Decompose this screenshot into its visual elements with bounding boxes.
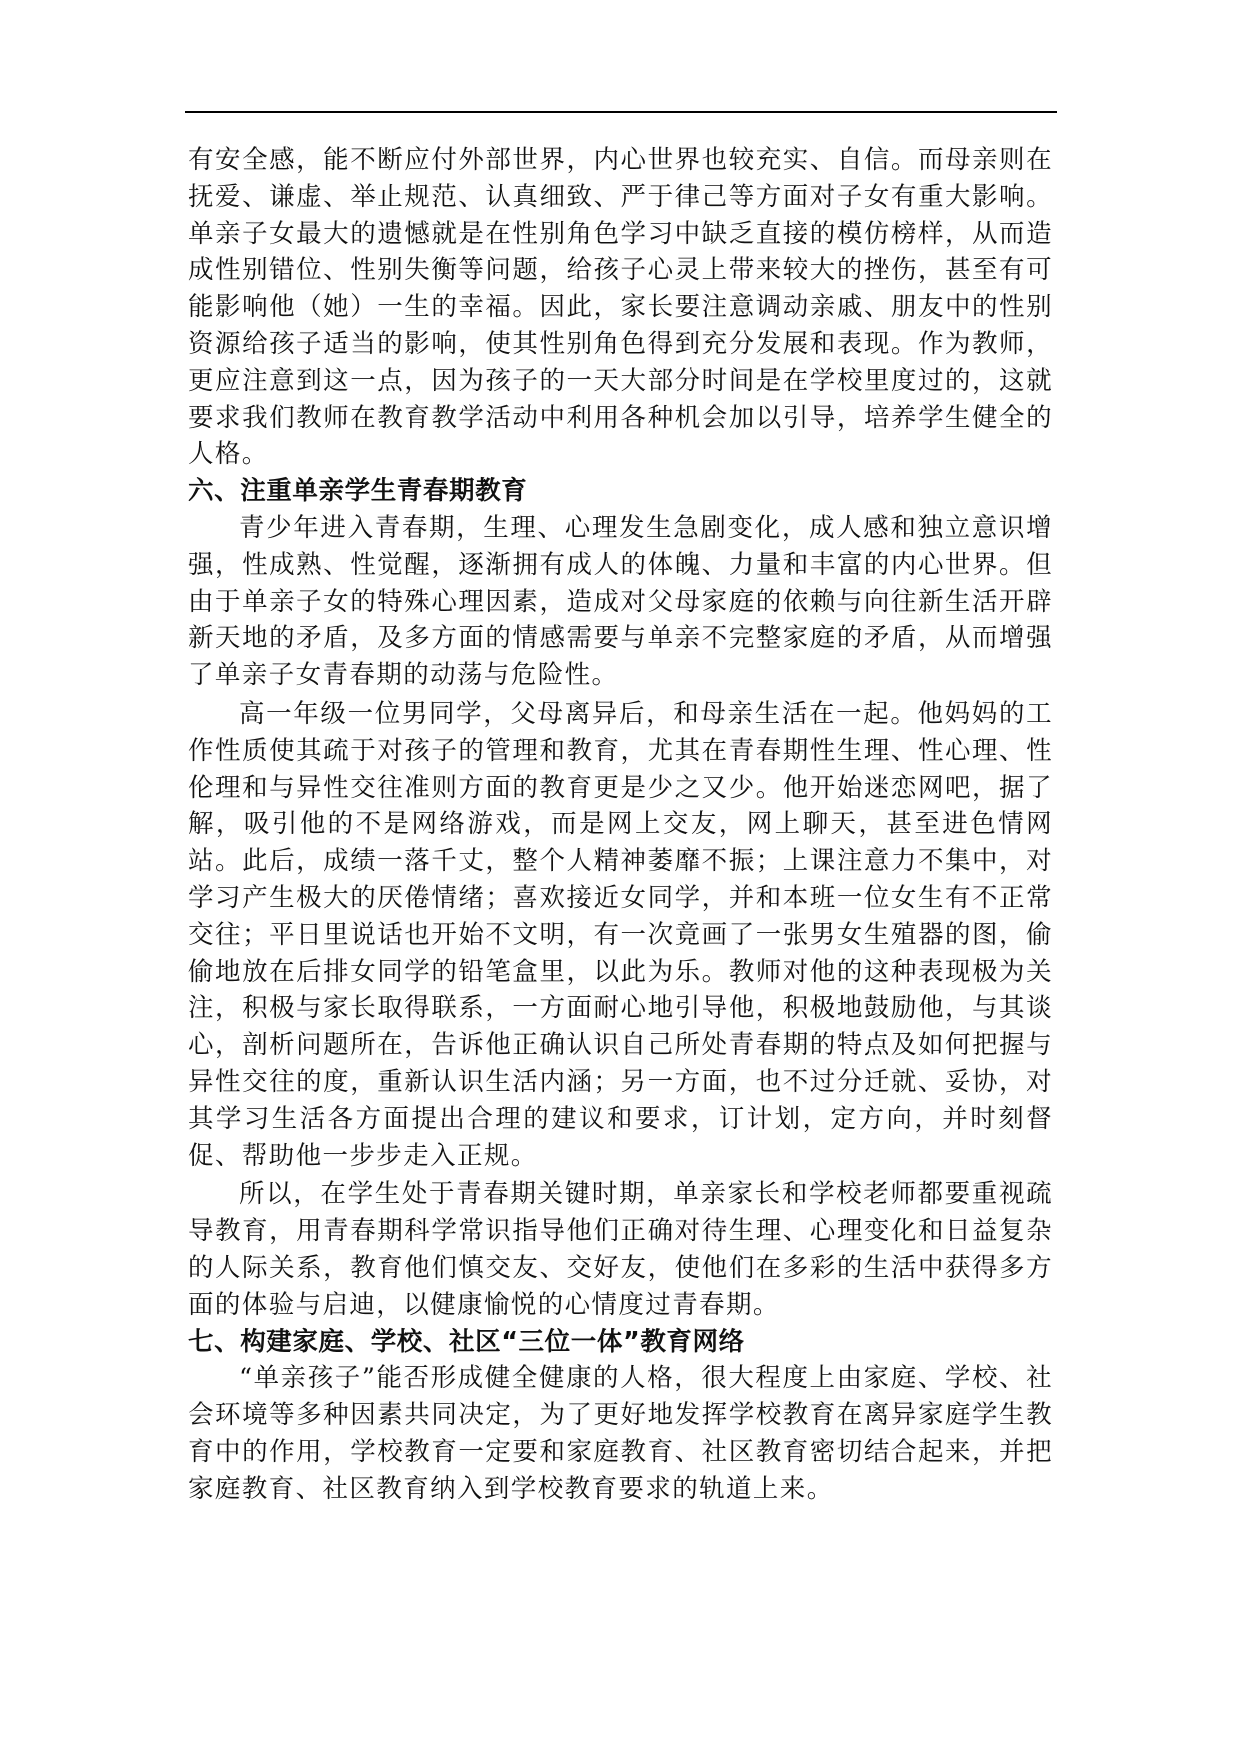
paragraph-case-study: 高一年级一位男同学，父母离异后，和母亲生活在一起。他妈妈的工作性质使其疏于对孩子的管理和教育，尤其在青春期性生理、性心理、性伦理和与异性交往准则方面的教育更是少之又少。他开始迷恋网吧，据了解，吸引他的不是网络游戏，而是网上交友，网上聊天，甚至进色情网站。此后，成绩一落千丈，整个人精神萎靡不振；上课注意力不集中，对学习产生极大的厌倦情绪；喜欢接近女同学，并和本班一位女生有不正常交往；平日里说话也开始不文明，有一次竟画了一张男女生殖器的图，偷偷地放在后排女同学的铅笔盒里，以此为乐。教师对他的这种表现极为关注，积极与家长取得联系，一方面耐心地引导他，积极地鼓励他，与其谈心，剖析问题所在，告诉他正确认识自己所处青春期的特点及如何把握与异性交往的度，重新认识生活内涵；另一方面，也不过分迁就、妥协，对其学习生活各方面提出合理的建议和要求，订计划，定方向，并时刻督促、帮助他一步步走入正规。 — [188, 698, 1053, 1171]
document-body — [188, 142, 1053, 1507]
paragraph-continuation: 有安全感，能不断应付外部世界，内心世界也较充实、自信。而母亲则在抚爱、谦虚、举止规范、认真细致、严于律己等方面对子女有重大影响。单亲子女最大的遗憾就是在性别角色学习中缺乏直接的模仿榜样，从而造成性别错位、性别失衡等问题，给孩子心灵上带来较大的挫伤，甚至有可能影响他（她）一生的幸福。因此，家长要注意调动亲戚、朋友中的性别资源给孩子适当的影响，使其性别角色得到充分发展和表现。作为教师，更应注意到这一点，因为孩子的一天大部分时间是在学校里度过的，这就要求我们教师在教育教学活动中利用各种机会加以引导，培养学生健全的人格。 — [188, 145, 1053, 470]
paragraph-adolescence-intro: 青少年进入青春期，生理、心理发生急剧变化，成人感和独立意识增强，性成熟、性觉醒，逐渐拥有成人的体魄、力量和丰富的内心世界。但由于单亲子女的特殊心理因素，造成对父母家庭的依赖与向往新生活开辟新天地的矛盾，及多方面的情感需要与单亲不完整家庭的矛盾，从而增强了单亲子女青春期的动荡与危险性。 — [188, 512, 1053, 691]
section-heading-6: 六、注重单亲学生青春期教育 — [188, 476, 528, 507]
section-heading-7: 七、构建家庭、学校、社区“三位一体”教育网络 — [188, 1326, 745, 1357]
paragraph-conclusion: 所以，在学生处于青春期关键时期，单亲家长和学校老师都要重视疏导教育，用青春期科学常识指导他们正确对待生理、心理变化和日益复杂的人际关系，教育他们慎交友、交好友，使他们在多彩的生活中获得多方面的体验与启迪，以健康愉悦的心情度过青春期。 — [188, 1179, 1053, 1320]
paragraph-network-intro: “单亲孩子”能否形成健全健康的人格，很大程度上由家庭、学校、社会环境等多种因素共同决定，为了更好地发挥学校教育在离异家庭学生教育中的作用，学校教育一定要和家庭教育、社区教育密切结合起来，并把家庭教育、社区教育纳入到学校教育要求的轨道上来。 — [188, 1363, 1053, 1504]
header-rule — [185, 111, 1057, 113]
